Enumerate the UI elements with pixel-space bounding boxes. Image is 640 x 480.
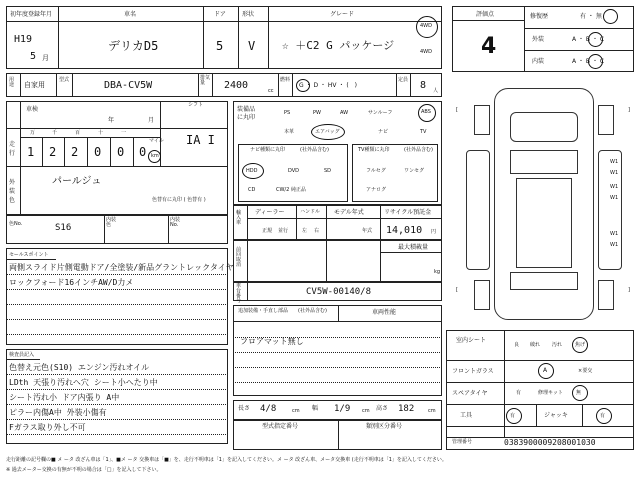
manage-value: 0383900009208001030 [504,438,596,447]
color-no-label: 色No. [9,221,23,227]
damage-mark-5: W1 [610,231,619,237]
mileage-digit-3: 2 [71,145,79,159]
car-left-side [466,150,490,270]
width-value: 1/9 [334,404,351,414]
interior-selected-circle [588,54,603,69]
model-cert-label: 型式指定番号 [262,423,299,430]
chassis-label: 車台番号 [236,283,242,304]
load-unit: kg [434,269,441,275]
steering-left: 左 [302,228,308,234]
score-value: 4 [481,34,497,59]
doors-value: 5 [216,39,224,53]
interior-score-label: 内装 [532,58,545,65]
spare-kit: 修理キット [538,390,563,396]
width-label: 幅 [312,405,319,412]
fuel-options: G ・ D ・ HV ・ ( ) [299,82,358,89]
seat-burn: 焦げ [575,342,586,348]
interior-no-label: 内装No. [170,217,181,228]
model-year-unit: 年式 [362,228,373,234]
car-name-label: 車名 [124,11,137,18]
recycle-fee: 14,010 [386,225,423,236]
mileage-unit-man: 万 [30,130,36,136]
bracket-r1: ] [628,107,630,113]
dealer-side-label: 輸入車 [236,210,242,226]
equip-airbag: エアバッグ [315,129,340,135]
shape-label: 形状 [242,11,255,18]
length-label: 長さ [238,405,251,412]
mileage-unit-alt: マイル [149,138,164,144]
bracket-l2: [ [456,287,458,293]
seat-dirty: 汚れ [552,342,563,348]
width-unit: cm [362,408,370,414]
inspector-notes-label: 検査員記入 [9,352,35,358]
repair-options: 有 ・ 無 [580,13,602,20]
height-unit: cm [428,408,436,414]
sales-point-line-1: 両側スライド片側電動ドア/全塗装/新品グラントレックタイヤ [9,263,234,272]
equip-aw: AW [340,110,349,116]
mileage-unit-juu: 十 [98,130,104,136]
damage-mark-6: W1 [610,242,619,248]
cc-unit: cc [268,88,274,94]
jack-label: ジャッキ [544,412,568,419]
sales-points-label: セールスポイント [9,252,49,258]
inspection-year-unit: 年 [108,117,115,124]
color-no-value: S16 [55,223,72,233]
exterior-note: 色替有に丸印 ( 色替有 ) [152,197,206,203]
model-label: 型式 [59,77,70,83]
doors-label: ドア [214,11,226,18]
model-value: DBA-CV5W [104,80,153,91]
recycle-fee-unit: 円 [431,229,437,235]
repair-label: 修復歴 [530,13,549,20]
mileage-digit-5: 0 [117,145,125,159]
navi-sd: SD [324,168,332,174]
steering-right: 右 [314,228,320,234]
usage-value: 自家用 [24,81,45,89]
exterior-score-label: 外装 [532,36,545,43]
reg-year: H19 [14,34,33,45]
class-label: 類別区分番号 [366,423,403,430]
dealer-label: ディーラー [255,209,285,216]
height-value: 182 [398,404,415,414]
reg-month-unit: 月 [42,54,49,62]
equip-pw: PW [313,110,321,116]
damage-mark-1: W1 [610,159,619,165]
shape-value: V [248,39,256,53]
mileage-unit: km [151,153,159,159]
car-windshield [510,150,578,174]
exterior-value: パールジュ [52,176,102,187]
mileage-unit-sen: 千 [52,130,58,136]
grade-value: ☆ ＋C2 G パッケージ [282,39,395,52]
color-no-row [6,215,228,244]
tv-fullseg: フルセグ [366,168,386,174]
navi-dvd: DVD [288,168,300,174]
accessories-label: 追加装備・手直し部品 [238,308,289,314]
mileage-digit-6: 0 [139,145,147,159]
spare-no: 無 [576,390,582,396]
seat-torn: 破れ [530,342,541,348]
jack-value: 有 [600,413,606,419]
inspection-label: 車検 [26,106,39,113]
car-rear-left-wheel [474,280,490,310]
tv-analog: アナログ [366,187,387,193]
accessories-value: フロアマット無し [240,337,304,346]
equipment-label: 装備品に丸印 [237,106,256,121]
mileage-digit-4: 0 [94,145,102,159]
usage-label: 用途 [9,77,15,88]
car-hood [510,112,578,142]
equip-leather: 本革 [284,129,295,135]
drive-circle-text: 4WD [420,23,432,29]
navi-note: (社外品含む) [300,147,329,153]
tv-note: (社外品含む) [404,147,433,153]
score-label: 評価点 [476,11,495,18]
capacity-unit: 人 [433,88,439,94]
spare-tire-label: スペアタイヤ [452,390,488,397]
recycle-fee-label: リサイクル預託金 [384,209,432,216]
damage-mark-3: W1 [610,184,619,190]
capacity-value: 8 [420,80,427,91]
damage-mark-2: W1 [610,170,619,176]
windshield-a: A [543,367,548,374]
accessories-label2: (社外品含む) [298,308,327,314]
bracket-r2: ] [628,287,630,293]
reg-month: 5 [30,51,37,62]
seat-good: 良 [514,342,520,348]
interior-seat-label: 室内シート [456,337,487,344]
vehicle-performance-label: 車両性能 [372,309,397,316]
car-name: デリカD5 [108,39,159,53]
equip-tv: TV [420,129,427,135]
cc-label: 排気量 [200,75,211,86]
exterior-selected-circle [588,32,603,47]
previous-label: 前回取消 [236,247,242,268]
bracket-l1: [ [456,107,458,113]
chassis-value: CV5W-00140/8 [306,287,372,297]
mileage-digit-2: 2 [49,145,57,159]
equip-navi: ナビ [378,129,389,135]
car-rear-glass [510,272,578,290]
car-right-side [598,150,622,270]
exterior-label: 外装色 [9,179,16,204]
steering-label: ハンドル [300,209,321,215]
height-label: 高さ [376,405,389,412]
tv-oneseg: ワンセグ [404,168,425,174]
navi-hdd: HDD [246,168,258,174]
mileage-digit-1: 1 [27,145,35,159]
sales-point-line-2: ロックフォード16インチAW/D力メ [9,278,134,287]
manage-label: 管理番号 [452,439,473,445]
exterior-score-options: A ・ B ・ C [572,36,605,43]
navi-cd: CD [248,187,256,193]
inspector-note-4: ピラー内傷A中 外装小傷有 [9,408,107,417]
spare-yes: 有 [516,390,522,396]
interior-color-label: 内装色 [106,217,117,228]
dealer-parallel: 並行 [278,228,289,234]
damage-mark-4: W1 [610,195,619,201]
model-year-label: モデル年式 [334,209,364,216]
tv-label: TV種類に丸印 [358,147,390,153]
inspector-note-3: シート汚れ小 ドア内張り A中 [9,393,120,402]
tools-value: 有 [510,413,516,419]
capacity-label: 定員 [398,77,409,83]
navi-label: ナビ種類に丸印 [250,147,286,153]
windshield-replace: ×要交 [578,368,593,374]
navi-genuine: CW/2 純正品 [276,187,306,193]
equip-sunroof: サンルーフ [368,110,393,116]
equip-ps: PS [284,110,291,116]
length-unit: cm [292,408,300,414]
car-rear-right-wheel [598,280,614,310]
footer-line-2: ※ 過去メーター交換の有無が不明の場合は「□」を記入して下さい。 [6,467,162,473]
shift-label: シフト [188,102,204,108]
car-front-right-wheel [598,105,614,135]
fuel-label: 燃料 [280,77,291,83]
interior-score-options: A ・ B ・ C [572,58,605,65]
equip-abs: ABS [421,109,431,115]
inspector-note-1: 色替え元色(S10) エンジン汚れオイル [9,363,150,372]
load-label: 最大積載量 [398,244,429,251]
tools-label: 工具 [460,412,473,419]
car-front-left-wheel [474,105,490,135]
inspector-note-5: Fガラス取り外し不可 [9,423,86,432]
car-roof [516,178,572,268]
inspection-month-unit: 月 [148,117,155,124]
cc-value: 2400 [224,80,249,91]
drive-text: 4WD [420,49,432,55]
windshield-label: フロントガラス [452,368,494,375]
shift-value: IA I [186,133,215,147]
length-value: 4/8 [260,404,277,414]
repair-selected-circle [603,9,618,24]
dealer-genuine: 正規 [262,228,273,234]
footer-line-1: 走行距離の記号欄の■ メ ータ 改ざん車は「1」、■メ ータ 交換車は「■」を、走行不明車は「1」を記入してください。メ ータ 改ざん車、メータ交換車 (走行不明車は「1」を記入してください。 [6,457,447,463]
grade-label: グレード [330,11,355,18]
reg-label: 初年度登録年月 [10,11,53,18]
mileage-unit-ichi: 一 [121,130,127,136]
inspector-note-2: LDth 天張り汚れヘ穴 シート小へたり中 [9,378,158,387]
mileage-unit-hyaku: 百 [75,130,81,136]
mileage-label: 走行 [9,141,16,157]
